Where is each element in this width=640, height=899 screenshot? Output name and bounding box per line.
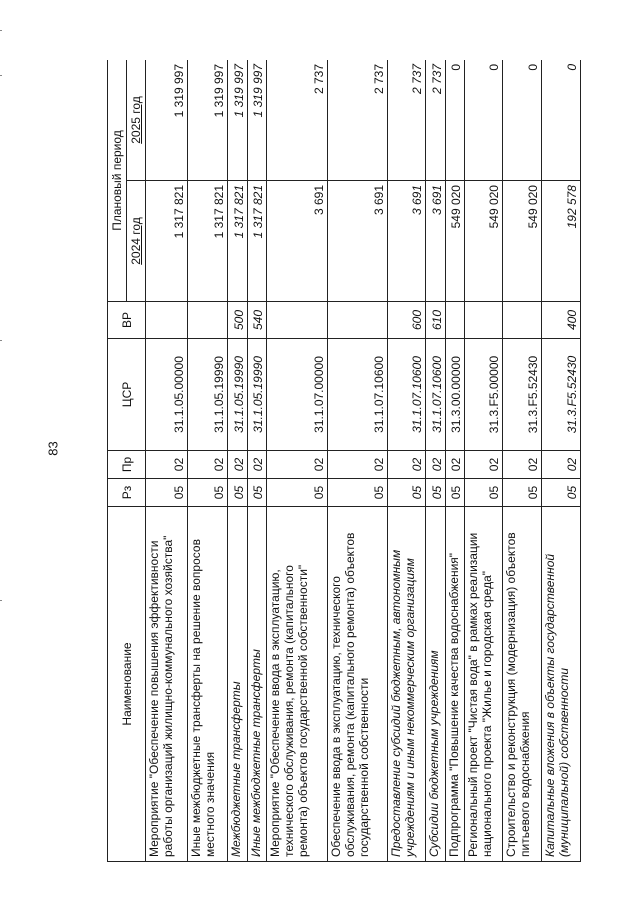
row-csr-cell: 31.1.05.00000: [146, 339, 188, 451]
row-rz-cell: 05: [146, 479, 188, 507]
scan-edge-mark: [0, 30, 2, 31]
row-2024-cell: 549 020: [503, 181, 541, 302]
row-2024-cell: 549 020: [445, 181, 465, 302]
row-rz-cell: 05: [247, 479, 267, 507]
row-rz-cell: 05: [425, 479, 445, 507]
row-2025-cell: 0: [445, 60, 465, 181]
row-rz-cell: 05: [503, 479, 541, 507]
row-vr-cell: 600: [387, 302, 425, 339]
table-row: [247, 60, 267, 862]
row-vr-cell: 540: [247, 302, 267, 339]
row-csr-cell: 31.1.07.10600: [387, 339, 425, 451]
row-pr-cell: 02: [228, 451, 248, 479]
row-vr-cell: 610: [425, 302, 445, 339]
row-name-cell: Строительство и реконструкция (модернизация) объектов питьевого водоснабжения: [503, 507, 541, 862]
row-csr-cell: 31.1.05.19990: [247, 339, 267, 451]
row-rz-cell: 05: [267, 479, 327, 507]
row-2024-cell: 1 317 821: [146, 181, 188, 302]
header-pr: Пр: [108, 451, 146, 479]
row-rz-cell: 05: [541, 479, 580, 507]
row-2025-cell: 0: [541, 60, 580, 181]
table-row: [541, 60, 580, 862]
header-name: Наименование: [108, 507, 146, 862]
row-csr-cell: 31.1.07.00000: [267, 339, 327, 451]
header-vr: ВР: [108, 302, 146, 339]
scan-edge-mark: [0, 75, 2, 76]
row-csr-cell: 31.1.05.19990: [187, 339, 227, 451]
row-pr-cell: 02: [445, 451, 465, 479]
row-2025-cell: 2 737: [387, 60, 425, 181]
table-row: [228, 60, 248, 862]
row-rz-cell: 05: [445, 479, 465, 507]
header-rz: Рз: [108, 479, 146, 507]
row-csr-cell: 31.3.F5.00000: [465, 339, 503, 451]
row-rz-cell: 05: [387, 479, 425, 507]
row-pr-cell: 02: [267, 451, 327, 479]
table-row: [267, 60, 327, 862]
row-2025-cell: 2 737: [327, 60, 387, 181]
row-2024-cell: 1 317 821: [187, 181, 227, 302]
row-rz-cell: 05: [327, 479, 387, 507]
budget-table: [107, 60, 581, 862]
row-pr-cell: 02: [247, 451, 267, 479]
table-row: [503, 60, 541, 862]
row-csr-cell: 31.3.00.00000: [445, 339, 465, 451]
row-name-cell: Межбюджетные трансферты: [228, 507, 248, 862]
row-pr-cell: 02: [146, 451, 188, 479]
row-2024-cell: 3 691: [267, 181, 327, 302]
row-pr-cell: 02: [503, 451, 541, 479]
row-rz-cell: 05: [187, 479, 227, 507]
row-vr-cell: [503, 302, 541, 339]
row-pr-cell: 02: [187, 451, 227, 479]
row-name-cell: Иные межбюджетные трансферты на решение вопросов местного значения: [187, 507, 227, 862]
row-2025-cell: 0: [503, 60, 541, 181]
row-rz-cell: 05: [228, 479, 248, 507]
table-row: [387, 60, 425, 862]
row-2024-cell: 1 317 821: [247, 181, 267, 302]
row-2024-cell: 3 691: [425, 181, 445, 302]
row-csr-cell: 31.1.07.10600: [327, 339, 387, 451]
table-row: [187, 60, 227, 862]
row-2025-cell: 2 737: [425, 60, 445, 181]
row-vr-cell: [445, 302, 465, 339]
row-2024-cell: 549 020: [465, 181, 503, 302]
header-csr: ЦСР: [108, 339, 146, 451]
row-rz-cell: 05: [465, 479, 503, 507]
row-csr-cell: 31.3.F5.52430: [541, 339, 580, 451]
row-pr-cell: 02: [327, 451, 387, 479]
row-2024-cell: 192 578: [541, 181, 580, 302]
row-2025-cell: 1 319 997: [247, 60, 267, 181]
rotated-table-frame: [107, 60, 581, 862]
table-row: [327, 60, 387, 862]
row-2025-cell: 0: [465, 60, 503, 181]
row-2025-cell: 1 319 997: [146, 60, 188, 181]
row-name-cell: Мероприятие "Обеспечение ввода в эксплуатацию, технического обслуживания, ремонта (капитального ремонта) объектов государственной собственности": [267, 507, 327, 862]
table-row: [146, 60, 188, 862]
row-vr-cell: [267, 302, 327, 339]
row-csr-cell: 31.1.05.19990: [228, 339, 248, 451]
header-year-2025: 2025 год: [127, 60, 146, 181]
row-name-cell: Капитальные вложения в объекты государственной (муниципальной) собственности: [541, 507, 580, 862]
scan-edge-mark: [0, 340, 2, 341]
row-vr-cell: [146, 302, 188, 339]
page-number: 83: [45, 441, 61, 456]
row-vr-cell: [465, 302, 503, 339]
row-2025-cell: 2 737: [267, 60, 327, 181]
row-name-cell: Предоставление субсидий бюджетным, автономным учреждениям и иным некоммерческим организациям: [387, 507, 425, 862]
row-name-cell: Обеспечение ввода в эксплуатацию, технического обслуживания, ремонта (капитального ремонта) объектов государственной собственности: [327, 507, 387, 862]
table-row: [425, 60, 445, 862]
row-2025-cell: 1 319 997: [228, 60, 248, 181]
row-2024-cell: 3 691: [327, 181, 387, 302]
row-pr-cell: 02: [541, 451, 580, 479]
header-planned-period: Плановый период: [108, 60, 127, 302]
row-2024-cell: 3 691: [387, 181, 425, 302]
row-name-cell: Региональный проект "Чистая вода" в рамках реализации национального проекта "Жилье и городская среда": [465, 507, 503, 862]
scan-edge-mark: [0, 600, 2, 601]
row-2024-cell: 1 317 821: [228, 181, 248, 302]
row-csr-cell: 31.1.07.10600: [425, 339, 445, 451]
row-vr-cell: 400: [541, 302, 580, 339]
row-name-cell: Субсидии бюджетным учреждениям: [425, 507, 445, 862]
row-name-cell: Подпрограмма "Повышение качества водоснабжения": [445, 507, 465, 862]
table-row: [445, 60, 465, 862]
row-vr-cell: 500: [228, 302, 248, 339]
table-row: [465, 60, 503, 862]
header-year-2024: 2024 год: [127, 181, 146, 302]
row-2025-cell: 1 319 997: [187, 60, 227, 181]
budget-table-container: [107, 60, 581, 862]
row-name-cell: Мероприятие "Обеспечение повышения эффективности работы организаций жилищно-коммунального хозяйства": [146, 507, 188, 862]
row-name-cell: Иные межбюджетные трансферты: [247, 507, 267, 862]
row-csr-cell: 31.3.F5.52430: [503, 339, 541, 451]
row-vr-cell: [327, 302, 387, 339]
row-vr-cell: [187, 302, 227, 339]
row-pr-cell: 02: [425, 451, 445, 479]
row-pr-cell: 02: [465, 451, 503, 479]
row-pr-cell: 02: [387, 451, 425, 479]
